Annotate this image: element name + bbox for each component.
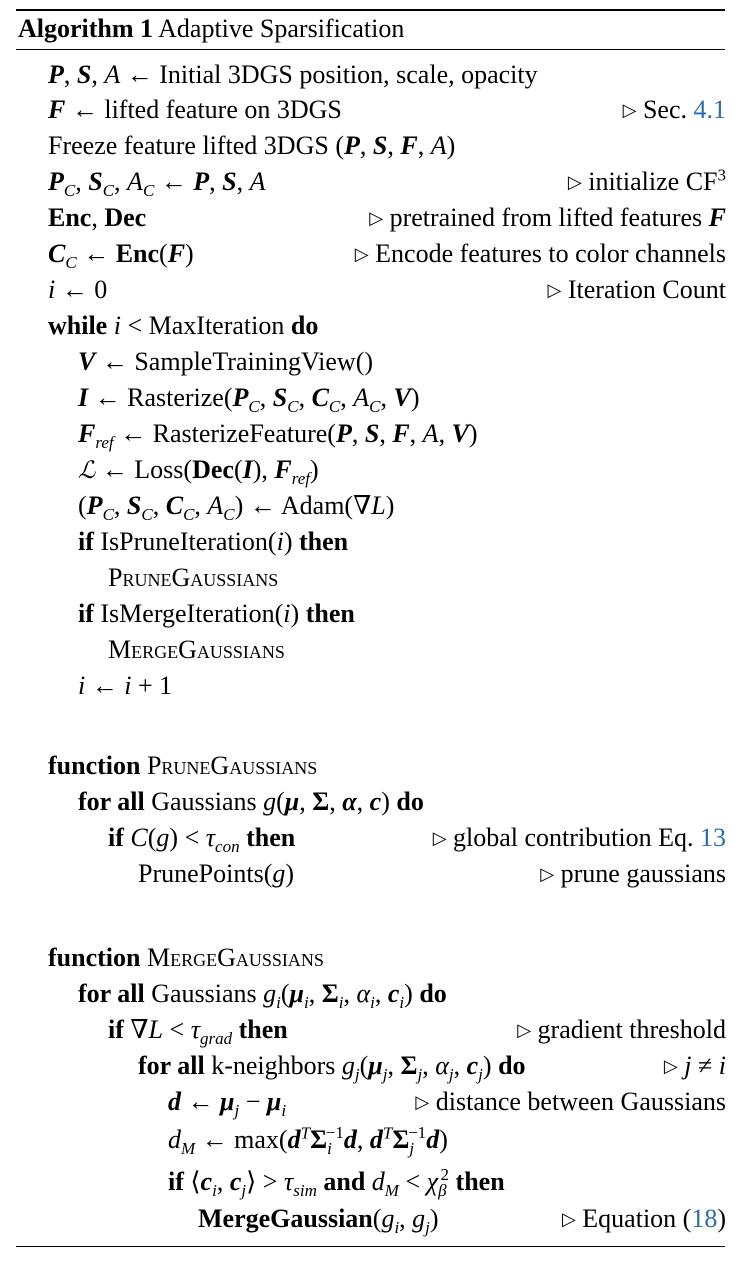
init-text: Initial 3DGS position, scale, opacity xyxy=(159,60,538,89)
algorithm-label: Algorithm 1 xyxy=(18,14,154,43)
comment-pretrained: ▷ pretrained from lifted features F xyxy=(369,203,726,232)
bottom-rule xyxy=(16,1246,725,1247)
comment-distance: ▷ distance between Gaussians xyxy=(415,1087,726,1116)
algo-line-prune-function: function PruneGaussians xyxy=(48,751,318,780)
comment-encode: ▷ Encode features to color channels xyxy=(354,239,726,268)
algo-line-merge-gaussian: $MergeGaussian(g_i$, $g_j$) xyxy=(198,1204,439,1238)
feature-text: lifted feature on 3DGS xyxy=(104,95,342,124)
algo-line-rasterize: I ← $Rasterize(P_C$, $S_C$, $C_C$, $A_C$, V) xyxy=(78,383,420,417)
algo-line-rasterize-feature: $F_{ref}$ ← RasterizeFeature(P, S, F, A, V) xyxy=(78,419,478,453)
algo-line-prune-call: PruneGaussians xyxy=(108,563,279,592)
freeze-text: Freeze feature lifted 3DGS xyxy=(48,131,329,160)
algo-line-mahalanobis: $d_M$ ← $\max(d^T\Sigma_i^{-1}d$, $d^T\Sigma_j^{-1}d$) xyxy=(168,1123,448,1159)
algo-line-init: P, S, A ← Initial 3DGS position, scale, opacity xyxy=(48,60,538,89)
algo-line-adam: ($P_C$, $S_C$, $C_C$, $A_C$) ← Adam(∇L) xyxy=(78,491,395,525)
comment-equation: ▷ Equation (18) xyxy=(561,1204,726,1233)
algo-line-feature: F ← lifted feature on 3DGS xyxy=(48,95,342,124)
algo-line-prune-points: PrunePoints(g) xyxy=(138,859,295,888)
algo-line-prune-forall: for all Gaussians g(μ, Σ, α, c) do xyxy=(78,787,424,816)
eq13-link[interactable]: 13 xyxy=(700,823,726,852)
algo-line-merge-function: function MergeGaussians xyxy=(48,943,324,972)
eq18-link[interactable]: 18 xyxy=(691,1204,718,1233)
algorithm-caption xyxy=(18,14,404,44)
algo-line-while: while i < MaxIteration do xyxy=(48,311,319,340)
algo-line-increment: i ← i + 1 xyxy=(78,671,173,700)
algo-line-grad-if: if $\nabla L < \tau_{grad}$ then xyxy=(108,1015,288,1049)
comment-j-neq-i: ▷ j ≠ i xyxy=(663,1051,726,1080)
comment-sec: ▷ Sec. 4.1 xyxy=(622,95,726,124)
sec-link[interactable]: 4.1 xyxy=(693,95,726,124)
algo-line-distance: d ← $\mu_j - \mu_i$ xyxy=(168,1087,287,1121)
algo-line-if-prune: if IsPruneIteration(i) then xyxy=(78,527,349,556)
comment-global-contribution: ▷ global contribution Eq. 13 xyxy=(432,823,726,852)
algo-line-merge-call: MergeGaussians xyxy=(108,635,285,664)
comment-prune-gaussians: ▷ prune gaussians xyxy=(540,859,726,888)
algo-line-sample: V ← SampleTrainingView() xyxy=(78,347,374,376)
algo-line-freeze: Freeze feature lifted 3DGS (P, S, F, A) xyxy=(48,131,456,160)
algo-line-encdec: Enc, Dec xyxy=(48,203,147,232)
comment-iteration: ▷ Iteration Count xyxy=(547,275,726,304)
algo-line-merge-forall: for all Gaussians $g_i(\mu_i$, $\Sigma_i$, $\alpha_i$, $c_i$) do xyxy=(78,979,447,1013)
algo-line-encode: $C_C$ ← Enc(F) xyxy=(48,239,194,273)
top-rule xyxy=(16,9,725,11)
algorithm-title: Adaptive Sparsification xyxy=(158,14,405,43)
algo-line-counter: i ← 0 xyxy=(48,275,108,304)
algo-line-sim-if: if $⟨c_i$, $c_j⟩ > \tau_{sim}$ and $d_M < \chi_\beta^2$ then xyxy=(168,1165,505,1201)
algo-line-neighbors: for all k-neighbors $g_j(\mu_j$, $\Sigma_j$, $\alpha_j$, $c_j$) do xyxy=(138,1051,526,1085)
comment-gradient: ▷ gradient threshold xyxy=(517,1015,726,1044)
algo-line-loss: ℒ ← Loss(Dec(I), $F_{ref}$) xyxy=(78,455,319,489)
caption-rule xyxy=(16,49,725,50)
comment-init: ▷ initialize $CF^3$ xyxy=(567,165,726,196)
algo-line-copy: $P_C$, $S_C$, $A_C$ ← P, S, A xyxy=(48,167,266,201)
algo-line-if-merge: if IsMergeIteration(i) then xyxy=(78,599,355,628)
algo-line-prune-if: if $C(g) < \tau_{con}$ then xyxy=(108,823,296,857)
